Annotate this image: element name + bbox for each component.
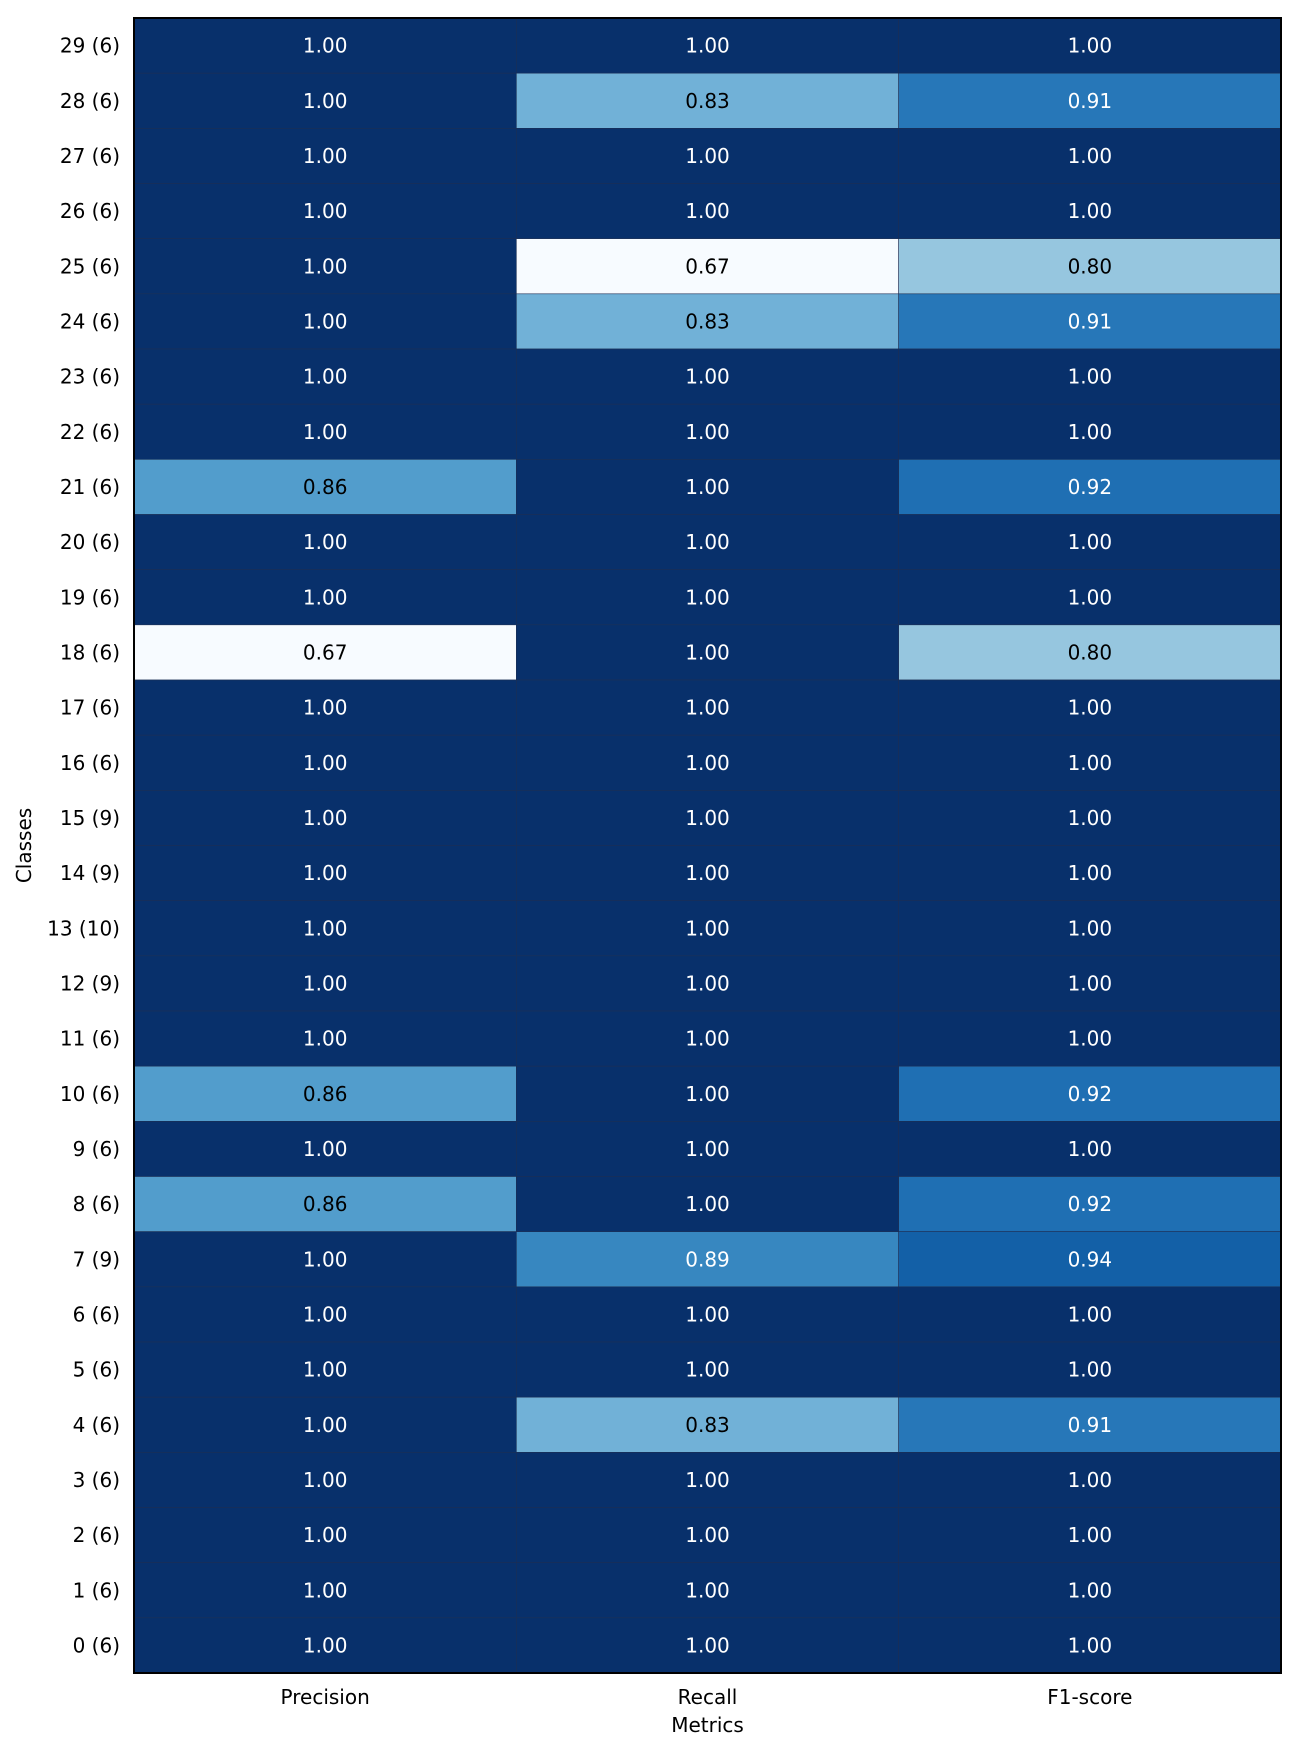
y-tick-label: 17 (6) bbox=[59, 695, 120, 720]
cell-value-label: 1.00 bbox=[685, 1026, 730, 1051]
cell-value-label: 1.00 bbox=[302, 695, 348, 720]
cell-value-label: 1.00 bbox=[685, 1357, 730, 1382]
cell-value-label: 1.00 bbox=[685, 695, 730, 720]
cell-value-label: 0.91 bbox=[1067, 88, 1113, 113]
cell-value-label: 1.00 bbox=[302, 88, 348, 113]
cell-value-label: 0.80 bbox=[1067, 640, 1113, 665]
cell-value-label: 1.00 bbox=[1067, 585, 1113, 610]
y-tick-label: 12 (9) bbox=[59, 971, 120, 996]
cell-value-label: 1.00 bbox=[302, 1578, 348, 1603]
cell-value-label: 1.00 bbox=[685, 916, 730, 941]
cell-value-label: 1.00 bbox=[1067, 143, 1113, 168]
cell-value-label: 1.00 bbox=[685, 419, 730, 444]
cell-value-label: 1.00 bbox=[685, 1633, 730, 1658]
cell-value-label: 0.67 bbox=[302, 640, 348, 665]
cell-value-label: 1.00 bbox=[302, 805, 348, 830]
cell-value-label: 1.00 bbox=[685, 861, 730, 886]
cell-value-label: 1.00 bbox=[302, 971, 348, 996]
cell-value-label: 1.00 bbox=[302, 585, 348, 610]
cell-value-label: 1.00 bbox=[685, 143, 730, 168]
cell-value-label: 1.00 bbox=[1067, 695, 1113, 720]
cell-value-label: 0.86 bbox=[302, 474, 348, 499]
cell-value-label: 0.83 bbox=[685, 1412, 730, 1437]
cell-value-label: 1.00 bbox=[1067, 1633, 1113, 1658]
cell-value-label: 0.91 bbox=[1067, 309, 1113, 334]
cell-value-label: 1.00 bbox=[685, 1523, 730, 1548]
y-tick-label: 14 (9) bbox=[59, 861, 120, 886]
cell-value-label: 1.00 bbox=[1067, 419, 1113, 444]
cell-value-label: 1.00 bbox=[302, 530, 348, 555]
y-tick-label: 6 (6) bbox=[72, 1302, 120, 1327]
cell-value-label: 1.00 bbox=[1067, 861, 1113, 886]
cell-value-label: 1.00 bbox=[685, 199, 730, 224]
cell-value-label: 1.00 bbox=[1067, 750, 1113, 775]
cell-value-label: 1.00 bbox=[685, 1578, 730, 1603]
cell-value-label: 1.00 bbox=[685, 1136, 730, 1161]
cell-value-label: 1.00 bbox=[302, 1247, 348, 1272]
y-axis-label: Classes bbox=[12, 807, 36, 884]
x-tick-label: Recall bbox=[677, 1685, 738, 1709]
cell-value-label: 1.00 bbox=[1067, 1523, 1113, 1548]
cell-value-label: 1.00 bbox=[685, 585, 730, 610]
cell-value-label: 1.00 bbox=[1067, 1302, 1113, 1327]
cell-value-label: 1.00 bbox=[302, 309, 348, 334]
y-tick-label: 27 (6) bbox=[59, 143, 120, 168]
y-tick-label: 4 (6) bbox=[72, 1412, 120, 1437]
cell-value-label: 1.00 bbox=[685, 640, 730, 665]
cell-value-label: 1.00 bbox=[302, 1302, 348, 1327]
cell-value-label: 1.00 bbox=[685, 1081, 730, 1106]
cell-value-label: 1.00 bbox=[1067, 805, 1113, 830]
y-tick-label: 7 (9) bbox=[72, 1247, 120, 1272]
x-tick-label: F1-score bbox=[1047, 1685, 1133, 1709]
cell-value-label: 1.00 bbox=[302, 916, 348, 941]
y-tick-label: 18 (6) bbox=[59, 640, 120, 665]
cell-value-label: 1.00 bbox=[302, 33, 348, 58]
cell-value-label: 0.86 bbox=[302, 1192, 348, 1217]
y-tick-label: 15 (9) bbox=[59, 805, 120, 830]
cell-value-label: 1.00 bbox=[1067, 1467, 1113, 1492]
y-tick-label: 13 (10) bbox=[47, 916, 120, 941]
y-tick-label: 9 (6) bbox=[72, 1136, 120, 1161]
cell-value-label: 1.00 bbox=[302, 1412, 348, 1437]
cell-value-label: 1.00 bbox=[1067, 1578, 1113, 1603]
cell-value-label: 0.86 bbox=[302, 1081, 348, 1106]
cell-value-label: 1.00 bbox=[1067, 971, 1113, 996]
cell-value-label: 1.00 bbox=[302, 254, 348, 279]
cell-value-label: 0.67 bbox=[685, 254, 730, 279]
cell-value-label: 0.83 bbox=[685, 88, 730, 113]
cell-value-label: 1.00 bbox=[302, 1136, 348, 1161]
y-tick-label: 26 (6) bbox=[59, 199, 120, 224]
cell-value-label: 1.00 bbox=[685, 1302, 730, 1327]
cell-value-label: 1.00 bbox=[1067, 199, 1113, 224]
cell-value-label: 1.00 bbox=[1067, 364, 1113, 389]
y-tick-label: 29 (6) bbox=[59, 33, 120, 58]
y-tick-label: 19 (6) bbox=[59, 585, 120, 610]
cell-value-label: 0.92 bbox=[1067, 1081, 1113, 1106]
y-tick-label: 25 (6) bbox=[59, 254, 120, 279]
y-tick-label: 16 (6) bbox=[59, 750, 120, 775]
cell-value-label: 1.00 bbox=[1067, 916, 1113, 941]
cell-value-label: 0.89 bbox=[685, 1247, 730, 1272]
cell-value-label: 1.00 bbox=[1067, 1136, 1113, 1161]
cell-value-label: 1.00 bbox=[302, 364, 348, 389]
y-tick-label: 0 (6) bbox=[72, 1633, 120, 1658]
y-tick-label: 24 (6) bbox=[59, 309, 120, 334]
cell-value-label: 1.00 bbox=[1067, 1026, 1113, 1051]
y-tick-label: 22 (6) bbox=[59, 419, 120, 444]
cell-value-label: 1.00 bbox=[685, 530, 730, 555]
cell-value-label: 1.00 bbox=[302, 199, 348, 224]
cell-value-label: 1.00 bbox=[302, 1026, 348, 1051]
y-tick-label: 20 (6) bbox=[59, 530, 120, 555]
cell-value-label: 1.00 bbox=[302, 1467, 348, 1492]
y-tick-label: 10 (6) bbox=[59, 1081, 120, 1106]
cell-value-label: 1.00 bbox=[302, 419, 348, 444]
y-tick-label: 3 (6) bbox=[72, 1467, 120, 1492]
cell-value-label: 1.00 bbox=[685, 474, 730, 499]
cell-value-label: 1.00 bbox=[302, 1357, 348, 1382]
cell-value-label: 1.00 bbox=[685, 805, 730, 830]
cell-value-label: 1.00 bbox=[302, 143, 348, 168]
cell-value-label: 1.00 bbox=[685, 750, 730, 775]
y-tick-label: 5 (6) bbox=[72, 1357, 120, 1382]
y-tick-label: 21 (6) bbox=[59, 474, 120, 499]
cell-value-label: 1.00 bbox=[302, 1523, 348, 1548]
cell-value-label: 1.00 bbox=[302, 750, 348, 775]
cell-value-label: 0.92 bbox=[1067, 474, 1113, 499]
cell-value-label: 1.00 bbox=[685, 1192, 730, 1217]
y-tick-label: 2 (6) bbox=[72, 1523, 120, 1548]
heatmap-cells bbox=[134, 18, 1281, 1673]
cell-value-label: 1.00 bbox=[302, 1633, 348, 1658]
y-tick-label: 8 (6) bbox=[72, 1192, 120, 1217]
cell-value-label: 0.83 bbox=[685, 309, 730, 334]
cell-value-label: 0.94 bbox=[1067, 1247, 1113, 1272]
y-tick-labels bbox=[47, 34, 120, 1658]
y-tick-label: 28 (6) bbox=[59, 88, 120, 113]
cell-value-label: 1.00 bbox=[1067, 530, 1113, 555]
cell-value-label: 1.00 bbox=[685, 33, 730, 58]
y-tick-label: 1 (6) bbox=[72, 1578, 120, 1603]
cell-value-label: 1.00 bbox=[685, 1467, 730, 1492]
cell-value-label: 1.00 bbox=[302, 861, 348, 886]
cell-value-label: 1.00 bbox=[1067, 1357, 1113, 1382]
cell-value-label: 0.80 bbox=[1067, 254, 1113, 279]
cell-value-label: 0.91 bbox=[1067, 1412, 1113, 1437]
x-tick-label: Precision bbox=[280, 1685, 370, 1709]
x-axis-label: Metrics bbox=[671, 1713, 744, 1737]
cell-value-label: 1.00 bbox=[685, 971, 730, 996]
y-tick-label: 11 (6) bbox=[59, 1026, 120, 1051]
cell-value-label: 1.00 bbox=[685, 364, 730, 389]
y-tick-label: 23 (6) bbox=[59, 364, 120, 389]
cell-value-label: 0.92 bbox=[1067, 1192, 1113, 1217]
x-tick-labels bbox=[281, 1685, 1133, 1709]
cell-value-label: 1.00 bbox=[1067, 33, 1113, 58]
